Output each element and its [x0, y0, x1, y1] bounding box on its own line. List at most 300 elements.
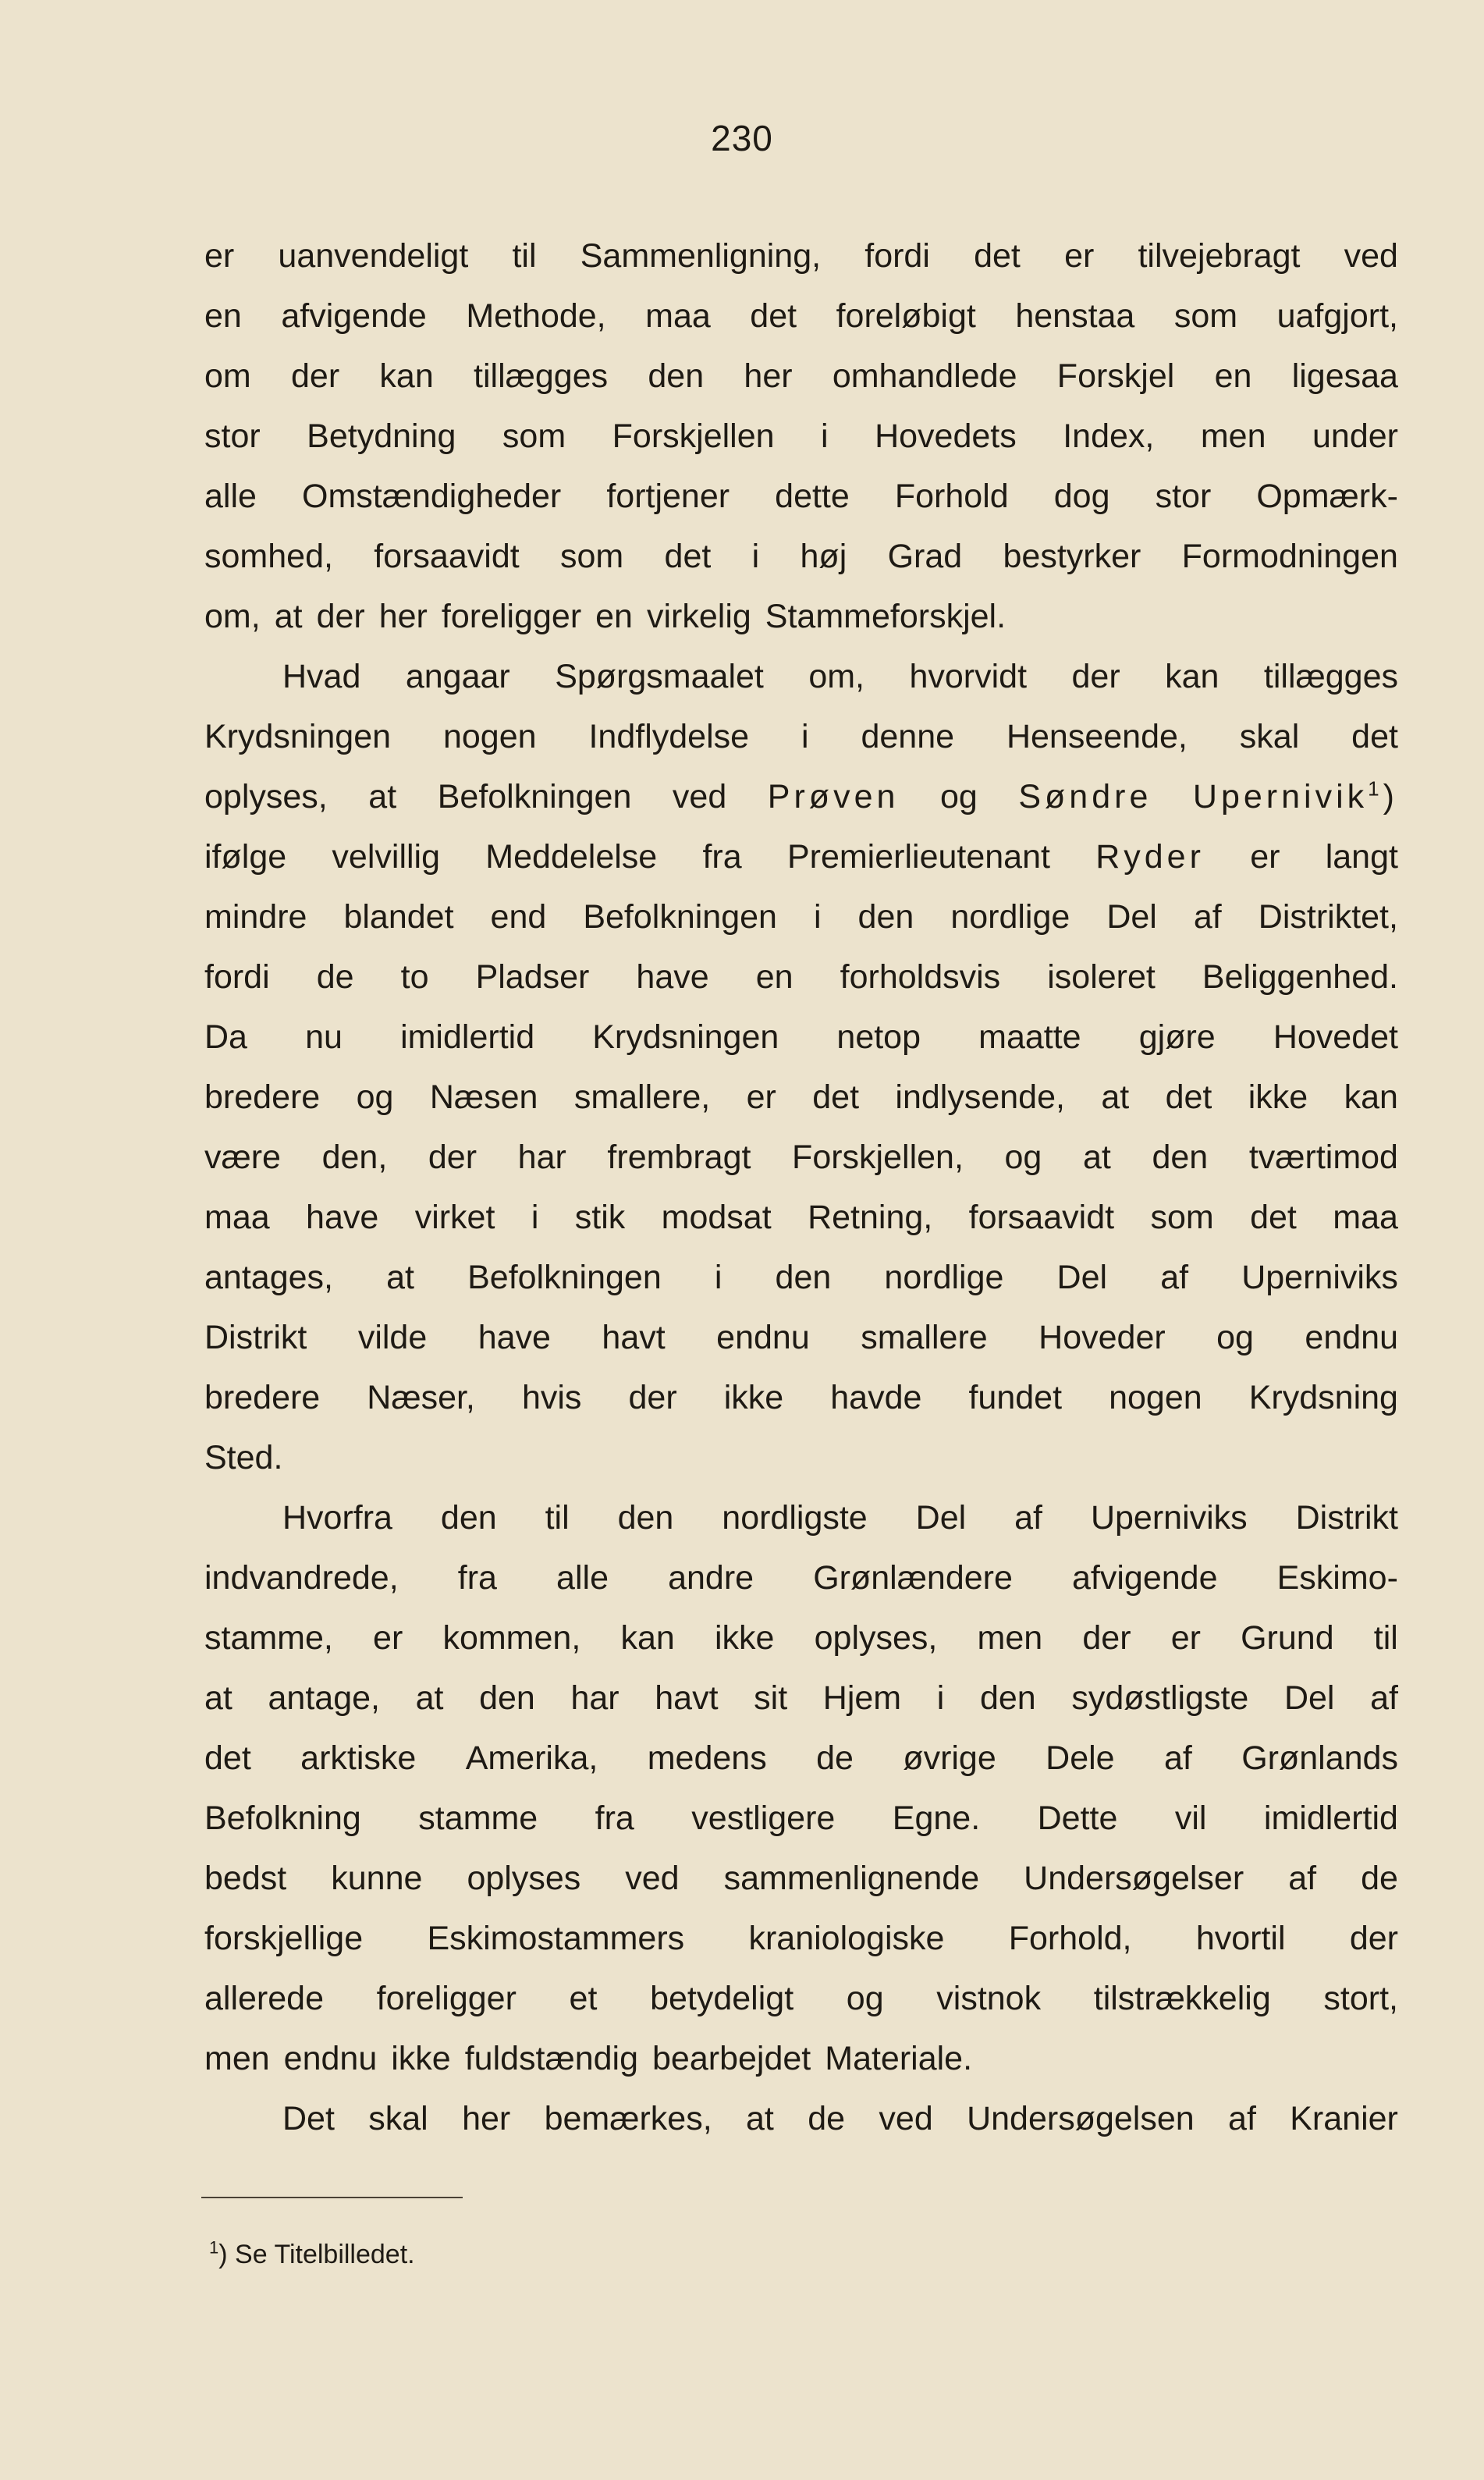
word: Eskimo-: [1276, 1559, 1398, 1597]
word: kunne: [331, 1860, 423, 1897]
word: sammenlignende: [723, 1860, 980, 1897]
word: Grønlændere: [813, 1559, 1013, 1597]
word: uanvendeligt: [278, 237, 469, 275]
word: uafgjort,: [1276, 297, 1398, 335]
word: Pladser: [475, 958, 590, 996]
word: det: [1165, 1078, 1212, 1116]
word: har: [570, 1679, 620, 1717]
word: Befolkningen: [437, 778, 632, 815]
word: der: [1349, 1920, 1398, 1957]
word: maa: [1333, 1199, 1398, 1236]
word: indvandrede,: [204, 1559, 399, 1597]
footnote-marker-close: ): [218, 2240, 228, 2269]
word: at: [274, 598, 303, 635]
word: hvortil: [1195, 1920, 1286, 1957]
word: nordlige: [884, 1259, 1004, 1296]
word: bestyrker: [1003, 538, 1141, 575]
word: Søndre: [1018, 778, 1152, 815]
word: nu: [305, 1018, 343, 1056]
word: ifølge: [204, 838, 287, 876]
word: foreløbigt: [836, 297, 976, 335]
text-line: [204, 827, 1398, 887]
word: Forskjel: [1056, 357, 1175, 395]
word: den: [1152, 1139, 1209, 1176]
word: imidlertid: [1263, 1800, 1398, 1837]
word: i: [531, 1199, 539, 1236]
word: vestligere: [691, 1800, 836, 1837]
word: modsat: [661, 1199, 772, 1236]
word: de: [316, 958, 354, 996]
word: en: [1214, 357, 1252, 395]
word: en: [755, 958, 793, 996]
word: mindre: [204, 898, 307, 936]
text-line: [204, 1789, 1398, 1849]
word: det: [204, 1739, 251, 1777]
word: Hoveder: [1038, 1319, 1166, 1356]
word: Uperniviks: [1241, 1259, 1398, 1296]
word: Næser,: [367, 1379, 475, 1416]
word: de: [816, 1739, 854, 1777]
text-line: [204, 2089, 1398, 2149]
word: Forskjellen: [612, 417, 775, 455]
word: Formodningen: [1181, 538, 1398, 575]
word: foreligger: [441, 598, 582, 635]
word: nordligste: [722, 1499, 868, 1537]
word: Upernivik$^1$): [1192, 776, 1398, 815]
word: ved: [625, 1860, 680, 1897]
word: forholdsvis: [840, 958, 1001, 996]
word: dog: [1053, 478, 1110, 515]
word: antages,: [204, 1259, 333, 1296]
text-line: [204, 1909, 1398, 1969]
word: at: [368, 778, 397, 815]
word: tilvejebragt: [1138, 237, 1301, 275]
word: kraniologiske: [748, 1920, 945, 1957]
word: der: [628, 1379, 677, 1416]
word: der: [1082, 1619, 1131, 1657]
word: Grad: [887, 538, 963, 575]
word: nordlige: [950, 898, 1070, 936]
word: indlysende,: [895, 1078, 1065, 1116]
word: Retning,: [808, 1199, 933, 1236]
word: og: [1004, 1139, 1042, 1176]
text-line: [204, 407, 1398, 467]
word: Befolkningen: [467, 1259, 662, 1296]
word: af: [1014, 1499, 1043, 1537]
word: netop: [836, 1018, 921, 1056]
word: virket: [414, 1199, 495, 1236]
word: ikke: [391, 2040, 451, 2077]
word: og: [1216, 1319, 1254, 1356]
word: til: [512, 237, 537, 275]
word: kan: [1344, 1078, 1398, 1116]
word: om: [204, 357, 251, 395]
word: tillægges: [1263, 658, 1398, 695]
word: at: [386, 1259, 414, 1296]
word: være: [204, 1139, 281, 1176]
text-line: [204, 947, 1398, 1007]
word: nogen: [1109, 1379, 1202, 1416]
word: bedst: [204, 1860, 287, 1897]
word: foreligger: [376, 1980, 517, 2017]
word: oplyses,: [204, 778, 328, 815]
word: af: [1228, 2100, 1256, 2137]
word: kommen,: [442, 1619, 581, 1657]
word: Stammeforskjel.: [765, 598, 1006, 635]
word: to: [400, 958, 429, 996]
word: have: [478, 1319, 551, 1356]
word: og: [846, 1980, 884, 2017]
word: som: [560, 538, 624, 575]
word: Distrikt: [204, 1319, 307, 1356]
word: fortjener: [606, 478, 730, 515]
word: er: [1250, 838, 1280, 876]
word: Indflydelse: [588, 718, 750, 755]
word: antage,: [268, 1679, 380, 1717]
word: at: [204, 1679, 233, 1717]
word: fordi: [864, 237, 930, 275]
word: den: [479, 1679, 535, 1717]
word: Premierlieutenant: [786, 838, 1050, 876]
word: smallere,: [573, 1078, 711, 1116]
word: af: [1193, 898, 1222, 936]
word: kan: [379, 357, 434, 395]
footnote-marker: 1: [209, 2237, 219, 2258]
word: Del: [1283, 1679, 1335, 1717]
word: ikke: [714, 1619, 775, 1657]
word: Eskimostammers: [427, 1920, 685, 1957]
word: velvillig: [332, 838, 441, 876]
word: langt: [1325, 838, 1398, 876]
word: i: [821, 417, 829, 455]
word: det: [750, 297, 797, 335]
word: vistnok: [936, 1980, 1042, 2017]
word: er: [746, 1078, 776, 1116]
text-line: [204, 1428, 1398, 1488]
word: allerede: [204, 1980, 324, 2017]
word: ikke: [723, 1379, 784, 1416]
word: Grønlands: [1241, 1739, 1398, 1777]
word: den: [979, 1679, 1036, 1717]
word: kan: [620, 1619, 675, 1657]
word: Betydning: [307, 417, 456, 455]
word: endnu: [716, 1319, 810, 1356]
word: Kranier: [1290, 2100, 1398, 2137]
word: angaar: [405, 658, 510, 695]
word: her: [378, 598, 428, 635]
word: bredere: [204, 1078, 321, 1116]
text-line: [204, 707, 1398, 767]
text-line: [204, 647, 1398, 707]
word: til: [1373, 1619, 1398, 1657]
word: den: [648, 357, 705, 395]
word: fra: [457, 1559, 497, 1597]
word: arktiske: [300, 1739, 417, 1777]
word: Forhold: [894, 478, 1009, 515]
text-line: [204, 767, 1398, 827]
word: et: [569, 1980, 598, 2017]
word: de: [808, 2100, 846, 2137]
word: Undersøgelser: [1024, 1860, 1244, 1897]
word: i: [751, 538, 760, 575]
word: ved: [879, 2100, 933, 2137]
word: ligesaa: [1291, 357, 1398, 395]
word: forsaavidt: [374, 538, 520, 575]
word: i: [801, 718, 809, 755]
word: Sted.: [204, 1439, 283, 1476]
word: Beliggenhed.: [1202, 958, 1398, 996]
text-line: [204, 2029, 1398, 2089]
word: Egne.: [892, 1800, 981, 1837]
text-line: [204, 1729, 1398, 1789]
text-line: [204, 286, 1398, 346]
word: andre: [668, 1559, 754, 1597]
word: end: [490, 898, 547, 936]
word: en: [204, 297, 242, 335]
word: forsaavidt: [968, 1199, 1115, 1236]
word: at: [1082, 1139, 1111, 1176]
word: bemærkes,: [544, 2100, 712, 2137]
word: fra: [595, 1800, 634, 1837]
word: der: [316, 598, 365, 635]
footnote: [209, 2237, 415, 2270]
word: skal: [368, 2100, 428, 2137]
text-line: [204, 1368, 1398, 1428]
word: vil: [1174, 1800, 1207, 1837]
word: fordi: [204, 958, 270, 996]
word: den,: [321, 1139, 388, 1176]
word: Undersøgelsen: [967, 2100, 1195, 2137]
word: Hovedets: [875, 417, 1017, 455]
footnote-text: Se Titelbilledet.: [235, 2240, 415, 2269]
word: af: [1370, 1679, 1398, 1717]
word: Distriktet,: [1258, 898, 1398, 936]
word: tillægges: [474, 357, 609, 395]
word: vilde: [357, 1319, 428, 1356]
word: det: [1250, 1199, 1297, 1236]
word: en: [595, 598, 633, 635]
word: er: [1064, 237, 1095, 275]
word: stor: [1155, 478, 1212, 515]
word: hvis: [521, 1379, 582, 1416]
word: Krydsningen: [592, 1018, 779, 1056]
word: stor: [204, 417, 261, 455]
word: men: [204, 2040, 270, 2077]
word: her: [744, 357, 793, 395]
word: havde: [830, 1379, 922, 1416]
text-line: [204, 1188, 1398, 1248]
text-line: [204, 226, 1398, 286]
word: imidlertid: [400, 1018, 535, 1056]
word: denne: [861, 718, 955, 755]
text-line: [204, 1548, 1398, 1608]
text-line: [204, 1308, 1398, 1368]
word: Da: [204, 1018, 247, 1056]
word: Hvorfra: [282, 1499, 392, 1537]
text-line: [204, 1668, 1398, 1729]
word: oplyses,: [814, 1619, 938, 1657]
word: Dele: [1046, 1739, 1115, 1777]
text-line: [204, 1068, 1398, 1128]
word: at: [1101, 1078, 1130, 1116]
word: Henseende,: [1006, 718, 1188, 755]
word: havt: [655, 1679, 719, 1717]
word: Det: [282, 2100, 335, 2137]
text-line: [204, 1969, 1398, 2029]
word: Prøven: [767, 778, 900, 815]
word: stamme: [418, 1800, 538, 1837]
word: Krydsningen: [204, 718, 392, 755]
footnote-divider: [201, 2197, 463, 2198]
word: den: [775, 1259, 832, 1296]
word: som: [502, 417, 566, 455]
footnote-reference: 1: [1368, 776, 1383, 801]
word: tværtimod: [1248, 1139, 1398, 1176]
word: forskjellige: [204, 1920, 364, 1957]
word: Materiale.: [825, 2040, 973, 2077]
word: stik: [574, 1199, 626, 1236]
word: af: [1163, 1739, 1192, 1777]
word: det: [1351, 718, 1398, 755]
word: hvorvidt: [909, 658, 1028, 695]
word: Krydsning: [1248, 1379, 1398, 1416]
word: og: [939, 778, 978, 815]
word: Hovedet: [1273, 1018, 1398, 1056]
word: gjøre: [1138, 1018, 1216, 1056]
word: Del: [1106, 898, 1157, 936]
word: det: [812, 1078, 860, 1116]
word: Hjem: [822, 1679, 902, 1717]
word: afvigende: [1072, 1559, 1218, 1597]
word: endnu: [1305, 1319, 1398, 1356]
word: her: [462, 2100, 511, 2137]
word: oplyses: [467, 1860, 581, 1897]
text-line: [204, 1248, 1398, 1308]
body-text: [204, 226, 1398, 2149]
word: Befolkningen: [583, 898, 777, 936]
word: som: [1150, 1199, 1214, 1236]
word: endnu: [283, 2040, 378, 2077]
word: virkelig: [646, 598, 751, 635]
text-line: [204, 1007, 1398, 1068]
word: skal: [1239, 718, 1300, 755]
word: Hvad: [282, 658, 361, 695]
word: isoleret: [1047, 958, 1156, 996]
word: Del: [1056, 1259, 1108, 1296]
word: der: [1071, 658, 1120, 695]
text-line: [204, 1849, 1398, 1909]
word: Forskjellen,: [792, 1139, 964, 1176]
text-line: [204, 527, 1398, 587]
word: i: [813, 898, 822, 936]
word: bearbejdet: [652, 2040, 811, 2077]
text-line: [204, 1128, 1398, 1188]
word: er: [204, 237, 235, 275]
word: afvigende: [281, 297, 427, 335]
word: men: [977, 1619, 1043, 1657]
word: Index,: [1063, 417, 1155, 455]
word: Distrikt: [1295, 1499, 1398, 1537]
word: er: [373, 1619, 403, 1657]
word: høj: [800, 538, 847, 575]
word: Spørgsmaalet: [555, 658, 764, 695]
word: Methode,: [466, 297, 606, 335]
word: havt: [602, 1319, 666, 1356]
word: Meddelelse: [485, 838, 658, 876]
word: Grund: [1241, 1619, 1334, 1657]
word: ikke: [1248, 1078, 1308, 1116]
word: i: [714, 1259, 722, 1296]
word: smallere: [861, 1319, 988, 1356]
word: har: [517, 1139, 566, 1176]
word: der: [428, 1139, 478, 1176]
text-line: [204, 887, 1398, 947]
word: øvrige: [903, 1739, 996, 1777]
word: betydeligt: [650, 1980, 794, 2017]
word: og: [356, 1078, 394, 1116]
word: tilstrækkelig: [1093, 1980, 1271, 2017]
word: stamme,: [204, 1619, 333, 1657]
word: som: [1173, 297, 1238, 335]
word: henstaa: [1015, 297, 1135, 335]
word: fundet: [968, 1379, 1063, 1416]
word: at: [415, 1679, 444, 1717]
word: kan: [1165, 658, 1220, 695]
word: i: [936, 1679, 945, 1717]
word: have: [636, 958, 709, 996]
word: fra: [702, 838, 742, 876]
word: men: [1200, 417, 1266, 455]
word: den: [440, 1499, 497, 1537]
word: det: [974, 237, 1021, 275]
word: frembragt: [607, 1139, 751, 1176]
word: alle: [556, 1559, 609, 1597]
word: Del: [915, 1499, 967, 1537]
word: alle: [204, 478, 257, 515]
word: Opmærk-: [1256, 478, 1398, 515]
text-line: [204, 346, 1398, 407]
word: den: [857, 898, 914, 936]
word: maa: [204, 1199, 270, 1236]
word: sydøstligste: [1071, 1679, 1249, 1717]
word: er: [1170, 1619, 1201, 1657]
word: Forhold,: [1008, 1920, 1132, 1957]
word: Omstændigheder: [302, 478, 562, 515]
word: nogen: [442, 718, 537, 755]
word: stort,: [1323, 1980, 1398, 2017]
word: Uperniviks: [1090, 1499, 1248, 1537]
word: fuldstændig: [464, 2040, 639, 2077]
word: om,: [204, 598, 261, 635]
word: omhandlede: [832, 357, 1017, 395]
word: af: [1288, 1860, 1317, 1897]
page-number: 230: [711, 118, 773, 158]
word: ved: [1344, 237, 1398, 275]
word: af: [1160, 1259, 1189, 1296]
word: Dette: [1037, 1800, 1118, 1837]
word: under: [1312, 417, 1398, 455]
word: maa: [645, 297, 711, 335]
word: ved: [672, 778, 727, 815]
word: dette: [775, 478, 850, 515]
word: til: [545, 1499, 570, 1537]
word: somhed,: [204, 538, 333, 575]
word: de: [1361, 1860, 1398, 1897]
word: sit: [754, 1679, 788, 1717]
word: Befolkning: [204, 1800, 361, 1837]
word: Sammenligning,: [580, 237, 822, 275]
word: at: [746, 2100, 774, 2137]
